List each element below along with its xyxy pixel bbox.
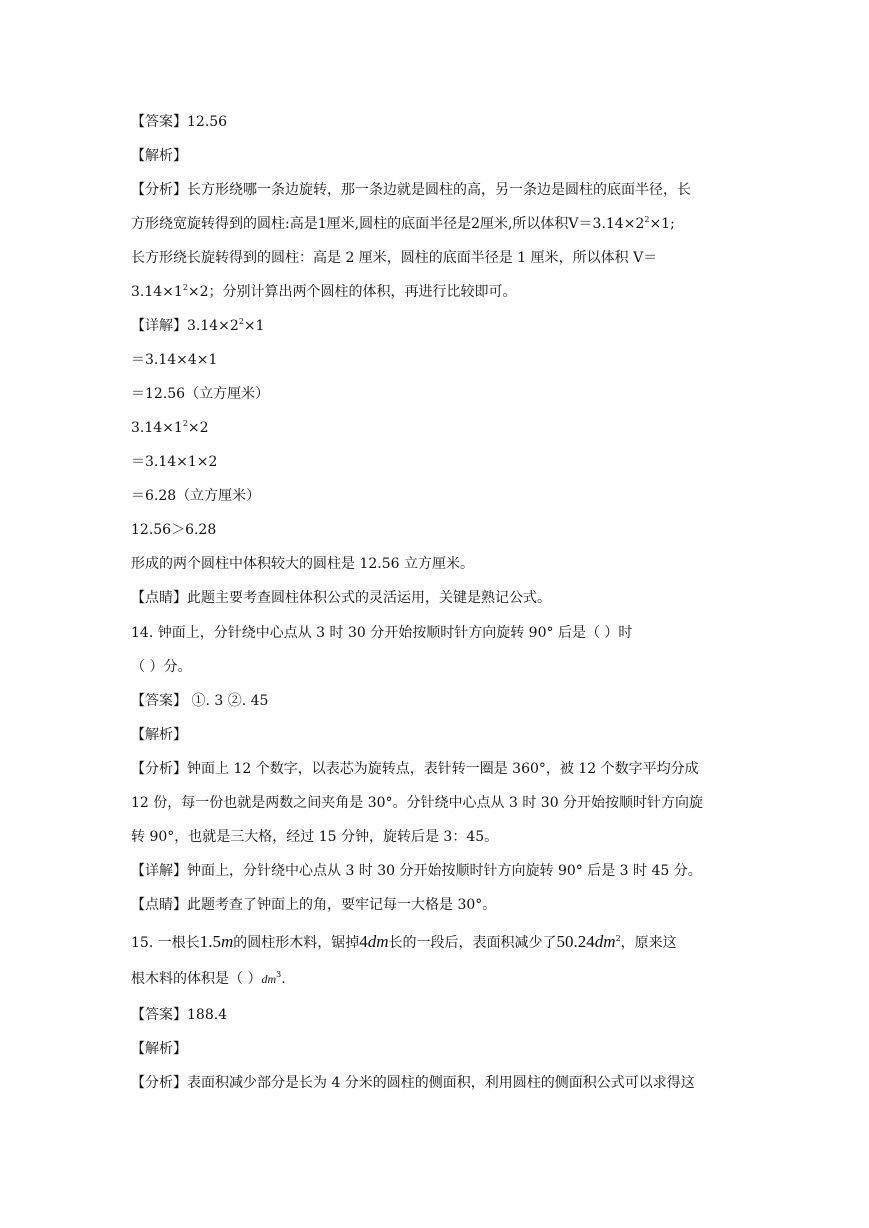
calc-line: ＝3.14×4×1 bbox=[131, 352, 218, 368]
fenxi-14-line2: 12 份，每一份也就是两数之间夹角是 30°。分针绕中心点从 3 时 30 分开始按顺时针方向旋 bbox=[131, 795, 704, 811]
xiangjie-13-line1: 【详解】$3.14\times 2^2\times 1$ bbox=[131, 317, 265, 334]
fenxi-15-line1: 【分析】表面积减少部分是长为 4 分米的圆柱的侧面积，利用圆柱的侧面积公式可以求得这 bbox=[131, 1075, 695, 1091]
conclusion-13: 形成的两个圆柱中体积较大的圆柱是 12.56 立方厘米。 bbox=[131, 556, 474, 572]
calc-line: $3.14\times 1^2\times 2$ bbox=[131, 419, 209, 436]
fenxi-14-line3: 转 90°，也就是三大格，经过 15 分钟，旋转后是 3：45。 bbox=[131, 829, 499, 845]
jiexi-13: 【解析】 bbox=[131, 148, 187, 164]
calc-line: ＝3.14×1×2 bbox=[131, 454, 218, 470]
calc-line: ＝6.28（立方厘米） bbox=[131, 488, 261, 504]
dianjing-14: 【点睛】此题考查了钟面上的角，要牢记每一大格是 30°。 bbox=[131, 897, 497, 913]
fenxi-13-line1: 【分析】长方形绕哪一条边旋转，那一条边就是圆柱的高，另一条边是圆柱的底面半径，长 bbox=[131, 182, 691, 198]
fenxi-14-line1: 【分析】钟面上 12 个数字，以表芯为旋转点，表针转一圈是 360°，被 12 个数字平均分成 bbox=[131, 761, 699, 777]
fenxi-13-line4: $3.14\times 1^2\times 2$；分别计算出两个圆柱的体积，再进行比较即可。 bbox=[131, 283, 517, 300]
xiangjie-14: 【详解】钟面上，分针绕中心点从 3 时 30 分开始按顺时针方向旋转 90° 后是 3 时 45 分。 bbox=[131, 863, 702, 879]
dianjing-13: 【点睛】此题主要考查圆柱体积公式的灵活运用，关键是熟记公式。 bbox=[131, 590, 551, 606]
answer-13: 【答案】12.56 bbox=[131, 114, 228, 130]
answer-15: 【答案】188.4 bbox=[131, 1007, 228, 1023]
question-15-line2: 根木料的体积是（ ）$dm^3$. bbox=[131, 970, 286, 987]
fenxi-13-line3: 长方形绕长旋转得到的圆柱：高是 2 厘米，圆柱的底面半径是 1 厘米，所以体积 V＝ bbox=[131, 250, 658, 266]
question-14-line2: （ ）分。 bbox=[131, 659, 192, 675]
question-15-line1: 15. 一根长1.5m的圆柱形木料，锯掉4dm长的一段后，表面积减少了$50.24dm^2$，原来这 bbox=[131, 932, 677, 951]
fenxi-13-line2: 方形绕宽旋转得到的圆柱:高是1厘米,圆柱的底面半径是2厘米,所以体积$V=3.14\times 2^2\times 1$; bbox=[131, 215, 675, 232]
calc-line: ＝12.56（立方厘米） bbox=[131, 386, 270, 402]
question-14-line1: 14. 钟面上，分针绕中心点从 3 时 30 分开始按顺时针方向旋转 90° 后是（ ）时 bbox=[131, 625, 633, 641]
jiexi-14: 【解析】 bbox=[131, 727, 187, 743]
jiexi-15: 【解析】 bbox=[131, 1041, 187, 1057]
answer-14: 【答案】 ①. 3 ②. 45 bbox=[131, 693, 269, 709]
compare-line: 12.56＞6.28 bbox=[131, 522, 217, 538]
